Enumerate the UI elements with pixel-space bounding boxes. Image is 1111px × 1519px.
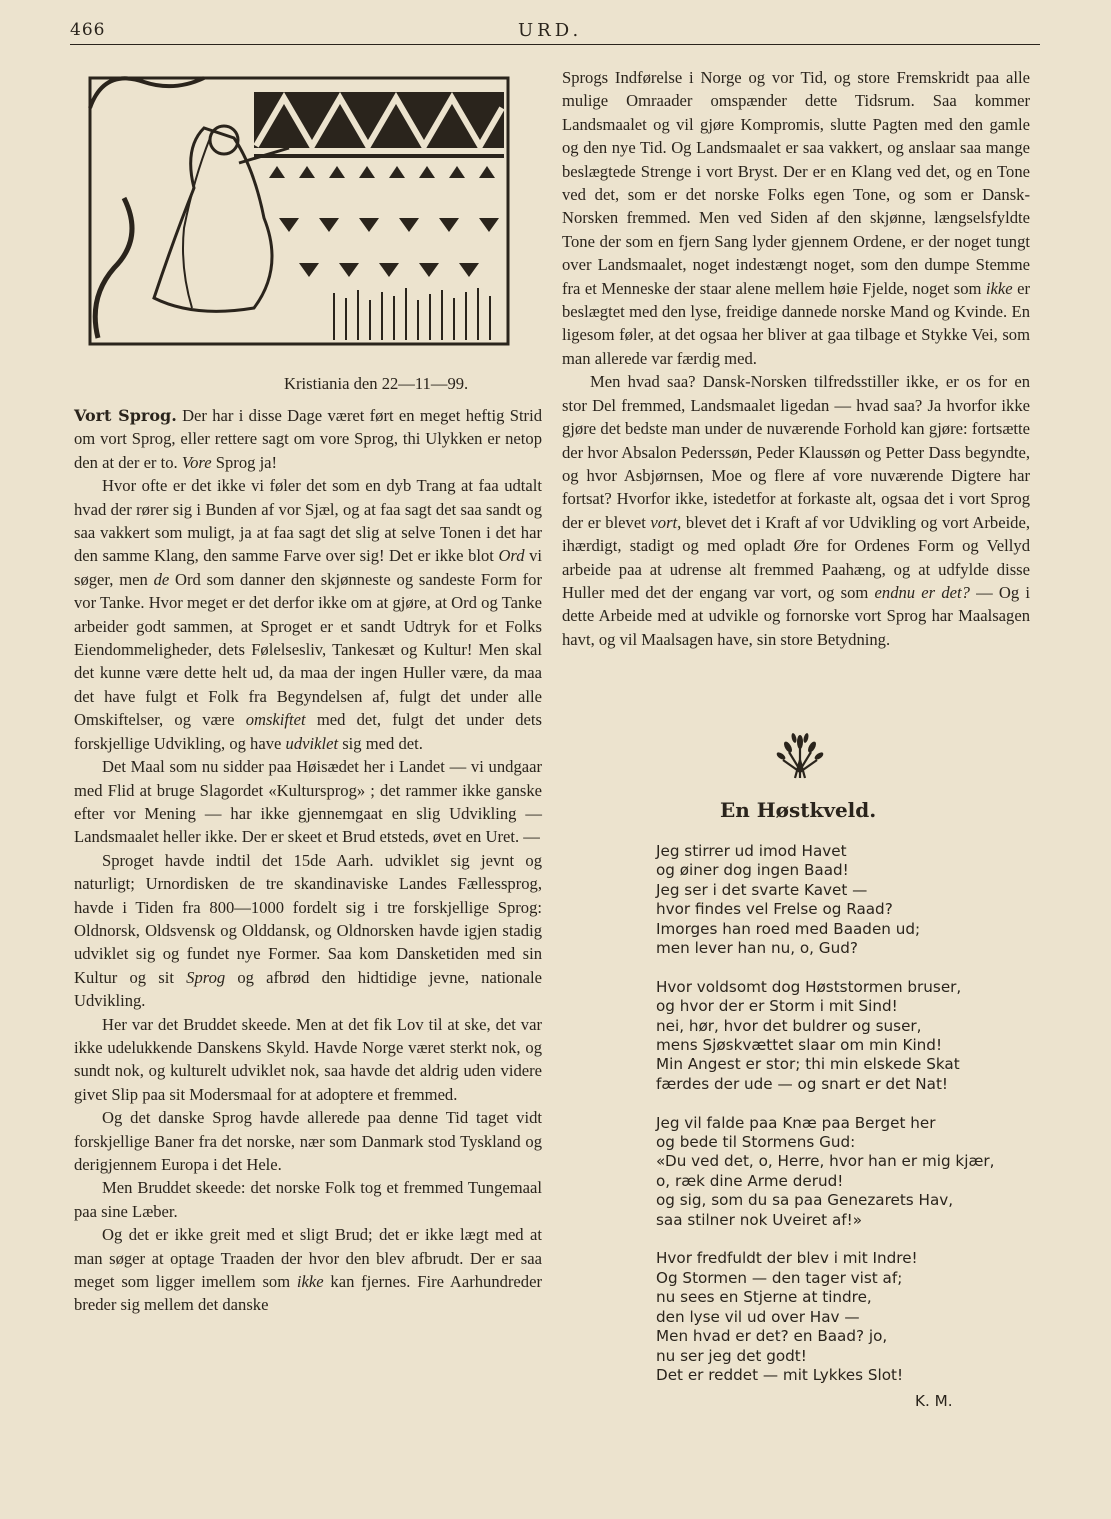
poem-line: hvor findes vel Frelse og Raad? xyxy=(656,900,893,919)
poem-line: den lyse vil ud over Hav — xyxy=(656,1307,860,1326)
poem-line: nei, hør, hvor det buldrer og suser, xyxy=(656,1016,922,1035)
poem-line: o, ræk dine Arme derud! xyxy=(656,1171,844,1190)
article-lead: Vort Sprog. xyxy=(74,406,177,425)
poem-line: og hvor der er Storm i mit Sind! xyxy=(656,997,898,1016)
poem-line: og bede til Stormens Gud: xyxy=(656,1133,856,1152)
poem-title: En Høstkveld. xyxy=(720,798,877,822)
poem-line: Jeg stirrer ud imod Havet xyxy=(656,842,847,860)
poem-line: saa stilner nok Uveiret af!» xyxy=(656,1210,862,1229)
poem-line: nu ser jeg det godt! xyxy=(656,1346,807,1365)
sheaf-ornament-icon xyxy=(775,730,825,780)
poem-stanza xyxy=(656,978,1036,1094)
article-paragraph: Men Bruddet skeede: det norske Folk tog et fremmed Tungemaal paa sine Læber. xyxy=(74,1178,542,1221)
poem-line: Hvor voldsomt dog Høststormen bruser, xyxy=(656,977,962,996)
article-paragraph: Hvor ofte er det ikke vi føler det som en dyb Trang at faa udtalt hvad der rører sig i Bunden af vor Sjæl, og at faa sagt det saa sandt og saa vakkert som muligt, ja at faa sagt det slig at selve Tonen i det har den samme Klang, den samme Farve over sig! Det er ikke blot Ord vi søger, men de Ord som danner den skjønneste og sandeste Form for vor Tanke. Hvor meget er det derfor ikke om at gjøre, at Ord og Tanke arbeider godt sammen, at Sproget er et sandt Udtryk for et Folks Eiendommeligheder, dets Følelsesliv, Tankesæt og Kultur! Men skal det kunne være dette helt ud, da maa der ingen Huller være, da maa det have fulgt et Folk fra Begyndelsen af, fulgt det under alle Omskiftelser, og være omskiftet med det, fulgt det under dets forskjellige Udvikling, og have udviklet sig med det. xyxy=(74,476,543,753)
poem xyxy=(656,842,1036,1405)
poem-line: Og Stormen — den tager vist af; xyxy=(656,1268,903,1287)
article-right-column xyxy=(562,66,1030,651)
poem-line: Men hvad er det? en Baad? jo, xyxy=(656,1327,888,1346)
page-number: 466 xyxy=(70,20,106,40)
poem-line: Hvor fredfuldt der blev i mit Indre! xyxy=(656,1249,918,1268)
poem-line: mens Sjøskvættet slaar om min Kind! xyxy=(656,1036,943,1055)
article-paragraph: Sproget havde indtil det 15de Aarh. udviklet sig jevnt og naturligt; Urnordisken de tre skandinaviske Landes Fællessprog, havde i Tiden fra 800—1000 fordelt sig i tre forskjellige Sprog: Oldnorsk, Oldsvensk og Olddansk, og Oldnorsken havde igjen stadig udviklet sig og fundet nye Former. Saa kom Dansketiden med sin Kultur og sit Sprog og afbrød den hidtidige jevne, nationale Udvikling. xyxy=(74,850,542,1011)
poem-stanza xyxy=(656,1114,1036,1230)
poem-stanza xyxy=(656,1249,1036,1385)
article-paragraph: Det Maal som nu sidder paa Høisædet her i Landet — vi undgaar med Flid at bruge Slagordet «Kultursprog» ; det rammer ikke ganske efter vor Mening — har ikke gjennemgaat en slig Udvikling — Landsmaalet heller ikke. Der er skeet et Brud etsteds, øvet en Uret. — xyxy=(74,757,542,847)
poem-line: nu sees en Stjerne at tindre, xyxy=(656,1288,872,1307)
poem-stanza xyxy=(656,842,1036,958)
poem-line: Min Angest er stor; thi min elskede Skat xyxy=(656,1055,960,1074)
poem-line: færdes der ude — og snart er det Nat! xyxy=(656,1074,948,1093)
art-nouveau-vignette-icon xyxy=(84,68,514,350)
article-paragraph: Vort Sprog. Der har i disse Dage været ført en meget heftig Strid om vort Sprog, eller rettere sagt om vore Sprog, thi Ulykken er netop den at der er to. Vore Sprog ja! xyxy=(74,406,542,472)
article-paragraph: Og det er ikke greit med et sligt Brud; det er ikke lægt med at man søger at optage Traaden der hvor den blev afbrudt. Der er saa meget som ligger imellem som ikke kan fjernes. Fire Aarhundreder breder sig mellem det danske xyxy=(74,1225,542,1315)
article-paragraph: Men hvad saa? Dansk-Norsken tilfredsstiller ikke, er os for en stor Del fremmed, Landsmaalet ligedan — hvad saa? Ja hvorfor ikke gjøre det bedste man under de nuværende Forhold kan gjøre: fortsætte der hvor Absalon Pederssøn, Peder Klaussøn og Petter Dass begyndte, og hvor Asbjørnsen, Moe og flere af vore nuværende Digtere har fortsat? Hvorfor ikke, istedetfor at forkaste alt, ogsaa det i vort Sprog der er blevet vort, blevet det i Kraft af vor Udvikling og vort Arbeide, ihærdigt, stadigt og med opladt Øre for Ordenes Form og Vellyd arbeide paa at udrense alt fremmed Paahæng, og at udfylde disse Huller med det der engang var vort, og som endnu er det? — Og i dette Arbeide med at udvikle og fornorske vort Sprog har Maalsagen havt, og vil Maalsagen have, sin store Betydning. xyxy=(562,372,1030,649)
article-left-column xyxy=(74,404,542,1317)
running-head: URD. xyxy=(518,20,583,41)
poem-line: Det er reddet — mit Lykkes Slot! xyxy=(656,1365,904,1384)
article-paragraph: Og det danske Sprog havde allerede paa denne Tid taget vidt forskjellige Baner fra det norske, nær som Danmark stod Tyskland og derigjennem Europa i det Hele. xyxy=(74,1108,542,1174)
poem-line: og sig, som du sa paa Genezarets Hav, xyxy=(656,1191,954,1210)
dateline: Kristiania den 22—11—99. xyxy=(284,374,469,393)
article-paragraph: Her var det Bruddet skeede. Men at det fik Lov til at ske, det var ikke udelukkende Danskens Skyld. Havde Norge været sterkt nok, og sundt nok, og kulturelt udviklet nok, saa havde det aldrig uden videre givet Slip paa sit Modersmaal for at adoptere et fremmed. xyxy=(74,1014,542,1104)
article-paragraph: Sprogs Indførelse i Norge og vor Tid, og store Fremskridt paa alle mulige Omraader omspænder dette Tidsrum. Saa kommer Landsmaalet og vil gjøre Kompromis, slutte Pagten med den gamle og den nye Tid. Og Landsmaalet er saa vakkert, og anslaar saa mange beslægtede Strenge i vort Bryst. Der er en Klang ved det, og en Tone ved det, som er det norske Folks egen Tone, og som er Dansk-Norsken fremmed. Men ved Siden af den skjønne, længselsfyldte Tone der som en fjern Sang lyder gjennem Ordene, er der noget tungt over Landsmaalet, noget indestængt noget, som den dumpe Stemme fra et Menneske der staar alene mellem høie Fjelde, noget som ikke er beslægtet med den lyse, freidige dannede norske Mand og Kvinde. En ligesom føler, at det ogsaa her bliver at gaa tilbage et Stykke Vei, som man allerede var færdig med. xyxy=(562,68,1030,368)
poem-line: og øiner dog ingen Baad! xyxy=(656,861,849,880)
poem-signature: K. M. xyxy=(915,1392,953,1410)
header-rule xyxy=(70,44,1040,45)
poem-line: men lever han nu, o, Gud? xyxy=(656,939,858,958)
poem-line: Imorges han roed med Baaden ud; xyxy=(656,919,921,938)
poem-line: «Du ved det, o, Herre, hvor han er mig kjær, xyxy=(656,1152,995,1171)
poem-line: Jeg vil falde paa Knæ paa Berget her xyxy=(656,1113,936,1132)
poem-line: Jeg ser i det svarte Kavet — xyxy=(656,880,868,899)
